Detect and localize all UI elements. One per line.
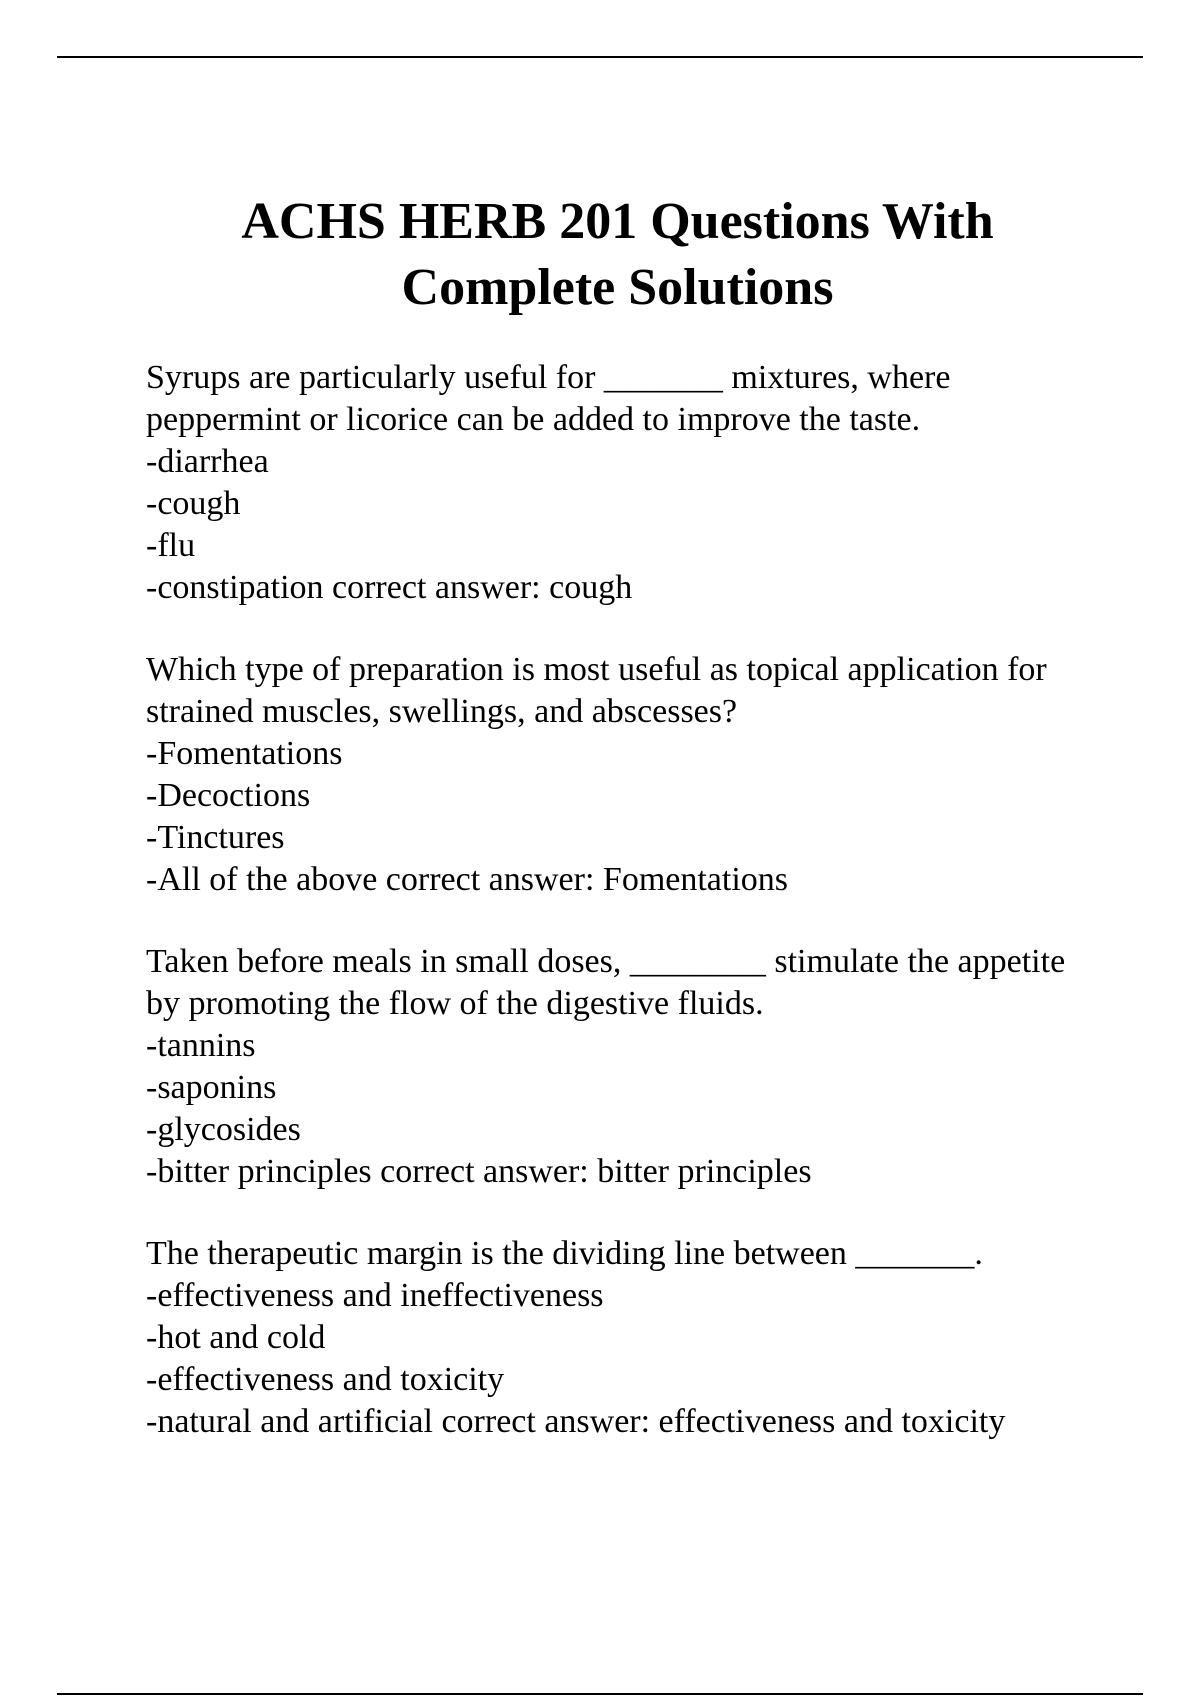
answer-option: -effectiveness and toxicity [146, 1361, 505, 1398]
question-text: The therapeutic margin is the dividing line between _______. [146, 1235, 983, 1272]
question-list [146, 357, 1106, 1483]
answer-option-with-correct-answer: -natural and artificial correct answer: effectiveness and toxicity [146, 1403, 1006, 1440]
question-1 [146, 357, 1106, 609]
question-text: Taken before meals in small doses, ________ stimulate the appetite by promoting the flow of the digestive fluids. [146, 943, 1066, 1022]
answer-option: -flu [146, 527, 196, 564]
answer-option: -tannins [146, 1027, 256, 1064]
question-text: Which type of preparation is most useful as topical application for strained muscles, swellings, and abscesses? [146, 651, 1047, 730]
answer-option: -glycosides [146, 1111, 301, 1148]
question-4 [146, 1233, 1106, 1443]
answer-option: -effectiveness and ineffectiveness [146, 1277, 604, 1314]
answer-option: -Decoctions [146, 777, 311, 814]
question-text: Syrups are particularly useful for _______ mixtures, where peppermint or licorice can be added to improve the taste. [146, 359, 951, 438]
answer-option: -cough [146, 485, 241, 522]
document-title: ACHS HERB 201 Questions With Complete Solutions [241, 193, 994, 316]
question-3 [146, 941, 1106, 1193]
answer-option-with-correct-answer: -constipation correct answer: cough [146, 569, 633, 606]
answer-option-with-correct-answer: -All of the above correct answer: Fomentations [146, 861, 789, 898]
answer-option: -diarrhea [146, 443, 269, 480]
answer-option: -Fomentations [146, 735, 343, 772]
answer-option-with-correct-answer: -bitter principles correct answer: bitter principles [146, 1153, 812, 1190]
answer-option: -Tinctures [146, 819, 285, 856]
top-rule [57, 56, 1143, 58]
question-2 [146, 649, 1106, 901]
bottom-rule [57, 1693, 1143, 1695]
answer-option: -hot and cold [146, 1319, 326, 1356]
answer-option: -saponins [146, 1069, 277, 1106]
